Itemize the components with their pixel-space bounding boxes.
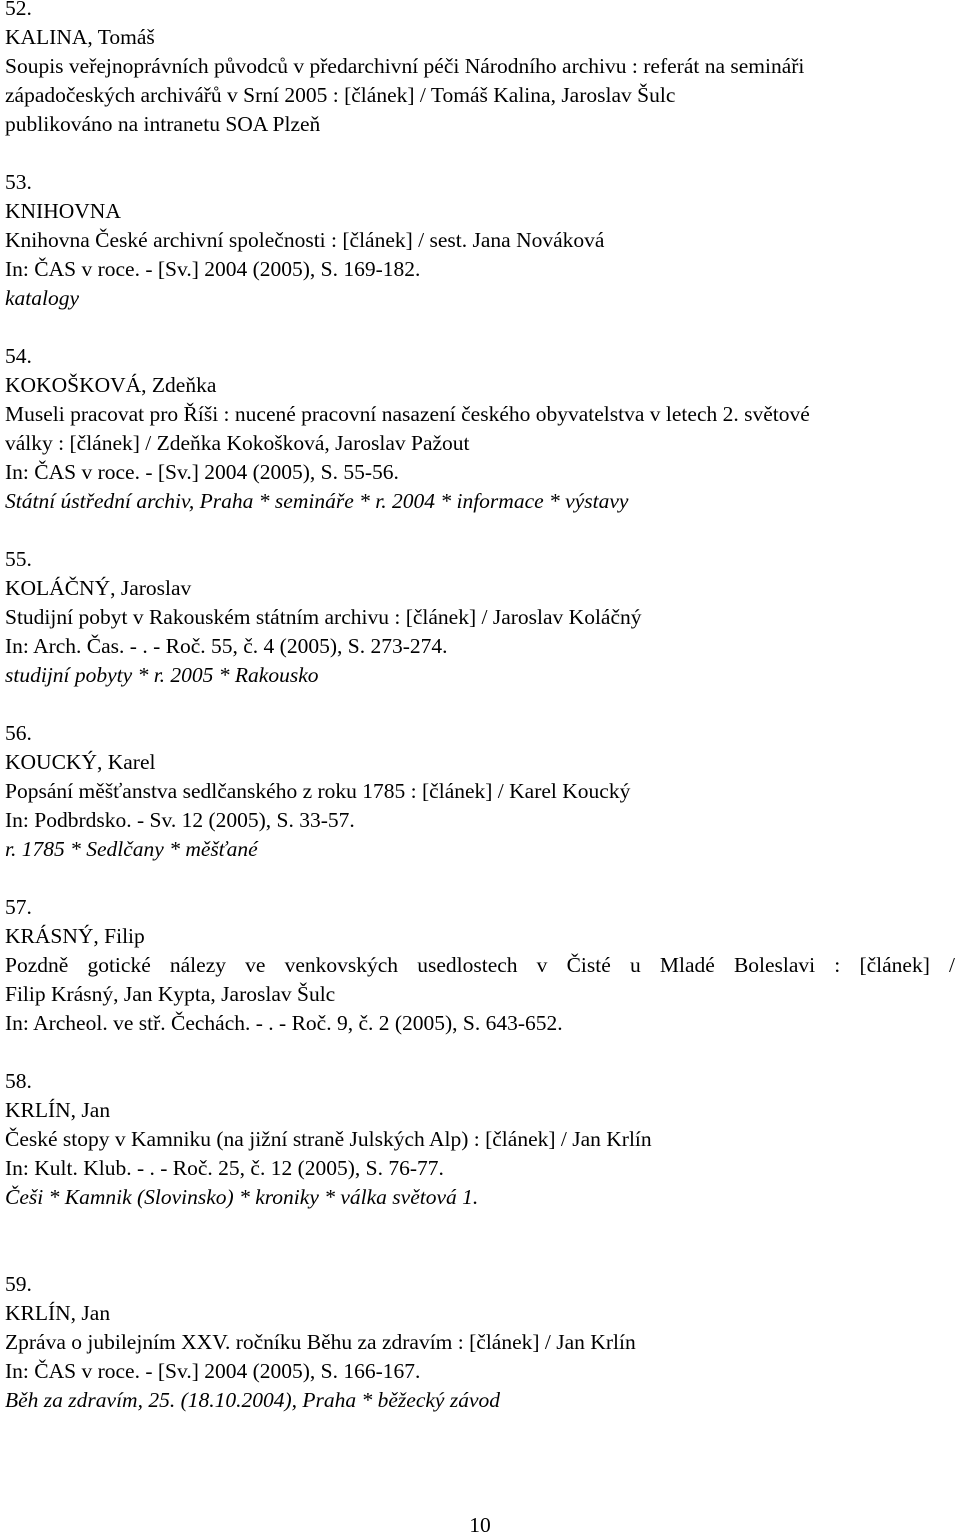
entry-title-line: Popsání měšťanstva sedlčanského z roku 1785 : [článek] / Karel Koucký bbox=[5, 779, 631, 803]
entry-author: KRÁSNÝ, Filip bbox=[5, 924, 145, 948]
entry-number: 55. bbox=[5, 547, 32, 571]
entry-subjects: Státní ústřední archiv, Praha * semináře * r. 2004 * informace * výstavy bbox=[5, 489, 629, 513]
entry-number: 57. bbox=[5, 895, 32, 919]
entry-title-line: Filip Krásný, Jan Kypta, Jaroslav Šulc bbox=[5, 982, 336, 1006]
entry-source: In: Archeol. ve stř. Čechách. - . - Roč. 9, č. 2 (2005), S. 643-652. bbox=[5, 1011, 563, 1035]
bibliography-entry-53 bbox=[5, 168, 955, 313]
entry-source: publikováno na intranetu SOA Plzeň bbox=[5, 112, 321, 136]
bibliography-page bbox=[5, 0, 955, 1415]
entry-title-line: Zpráva o jubilejním XXV. ročníku Běhu za zdravím : [článek] / Jan Krlín bbox=[5, 1330, 636, 1354]
entry-number: 58. bbox=[5, 1069, 32, 1093]
entry-subjects: Češi * Kamnik (Slovinsko) * kroniky * válka světová 1. bbox=[5, 1185, 479, 1209]
entry-source: In: Podbrdsko. - Sv. 12 (2005), S. 33-57. bbox=[5, 808, 355, 832]
entry-subjects: studijní pobyty * r. 2005 * Rakousko bbox=[5, 663, 319, 687]
entry-subjects: katalogy bbox=[5, 286, 80, 310]
entry-title-line: západočeských archivářů v Srní 2005 : [článek] / Tomáš Kalina, Jaroslav Šulc bbox=[5, 83, 676, 107]
bibliography-entry-55 bbox=[5, 545, 955, 690]
bibliography-entry-52 bbox=[5, 0, 955, 139]
page-number: 10 bbox=[469, 1513, 491, 1537]
bibliography-entry-59 bbox=[5, 1270, 955, 1415]
entry-source: In: Kult. Klub. - . - Roč. 25, č. 12 (2005), S. 76-77. bbox=[5, 1156, 444, 1180]
entry-title-line: Soupis veřejnoprávních původců v předarchivní péči Národního archivu : referát na semináři bbox=[5, 54, 805, 78]
entry-source: In: Arch. Čas. - . - Roč. 55, č. 4 (2005), S. 273-274. bbox=[5, 634, 448, 658]
entry-author: KOKOŠKOVÁ, Zdeňka bbox=[5, 373, 217, 397]
entry-source: In: ČAS v roce. - [Sv.] 2004 (2005), S. 166-167. bbox=[5, 1359, 421, 1383]
entry-author: KNIHOVNA bbox=[5, 199, 121, 223]
bibliography-entry-54 bbox=[5, 342, 955, 516]
entry-title-line: války : [článek] / Zdeňka Kokošková, Jaroslav Pažout bbox=[5, 431, 470, 455]
entry-subjects: Běh za zdravím, 25. (18.10.2004), Praha * běžecký závod bbox=[5, 1388, 501, 1412]
bibliography-entry-58 bbox=[5, 1067, 955, 1212]
entry-author: KRLÍN, Jan bbox=[5, 1301, 111, 1325]
entry-author: KOUCKÝ, Karel bbox=[5, 750, 156, 774]
entry-author: KOLÁČNÝ, Jaroslav bbox=[5, 576, 192, 600]
entry-title-line: Museli pracovat pro Říši : nucené pracovní nasazení českého obyvatelstva v letech 2. světové bbox=[5, 402, 810, 426]
entry-title-line: Knihovna České archivní společnosti : [článek] / sest. Jana Nováková bbox=[5, 228, 605, 252]
entry-number: 59. bbox=[5, 1272, 32, 1296]
entry-title-line: České stopy v Kamniku (na jižní straně Julských Alp) : [článek] / Jan Krlín bbox=[5, 1127, 652, 1151]
entry-source: In: ČAS v roce. - [Sv.] 2004 (2005), S. 55-56. bbox=[5, 460, 399, 484]
entry-subjects: r. 1785 * Sedlčany * měšťané bbox=[5, 837, 258, 861]
entry-number: 52. bbox=[5, 0, 32, 20]
entry-author: KRLÍN, Jan bbox=[5, 1098, 111, 1122]
entry-source: In: ČAS v roce. - [Sv.] 2004 (2005), S. 169-182. bbox=[5, 257, 421, 281]
entry-number: 56. bbox=[5, 721, 32, 745]
entry-number: 53. bbox=[5, 170, 32, 194]
entry-title-line: Pozdně gotické nálezy ve venkovských usedlostech v Čisté u Mladé Boleslavi : [článek] / bbox=[5, 953, 955, 977]
entry-number: 54. bbox=[5, 344, 32, 368]
bibliography-entry-56 bbox=[5, 719, 955, 864]
entry-title-line: Studijní pobyt v Rakouském státním archivu : [článek] / Jaroslav Koláčný bbox=[5, 605, 642, 629]
bibliography-entry-57 bbox=[5, 893, 955, 1038]
entry-author: KALINA, Tomáš bbox=[5, 25, 155, 49]
